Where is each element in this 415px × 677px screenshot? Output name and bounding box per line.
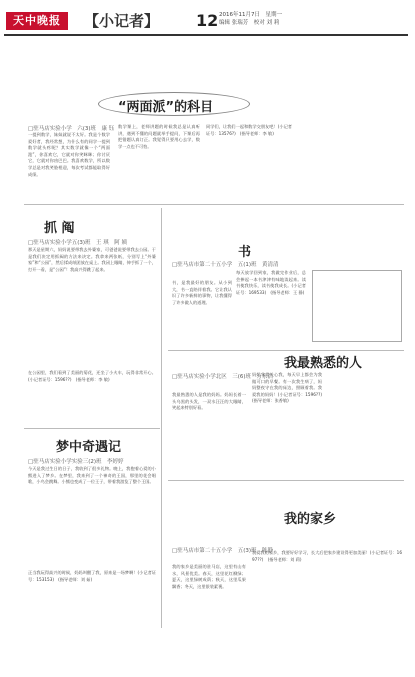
article-column: 同学们，让我们一起和数学交朋友吧！(小记者证号：13576?) (指导老师：李 敏) — [206, 124, 292, 136]
staff-line: 编辑 张瑞芳 校对 刘 莉 — [219, 20, 280, 26]
section-divider — [24, 428, 160, 429]
article-sidebar — [312, 270, 402, 342]
column-rule — [161, 208, 162, 628]
article-title: 梦中奇遇记 — [56, 440, 122, 455]
article-title: “两面派”的科目 — [118, 100, 214, 115]
article-byline: □驻马店实验小学 六(3)班 康 钰 — [28, 126, 115, 132]
article-column: 今天是我过生日的日子，我收到了很多礼物。晚上，我抱着心爱的小熊进入了梦乡。在梦里，我来到了一个神奇的王国，那里的花会唱歌，小鸟会跳舞。小熊也变成了一位王子，带着我游览了整个王国。 — [28, 466, 156, 485]
article-column: 每天放学回到家，我做完作业后，总会捧起一本书津津有味地读起来。读书使我快乐，读书使我成长。(小记者证号：169533) (指导老师：王 静) — [236, 270, 306, 295]
article-byline: □驻马店实验小学北区 三(6)班 万东浩 — [172, 374, 273, 380]
article-column: 我的家乡是美丽的驻马店，这里有山有水，风景优美。春天，这里花红柳绿；夏天，这里绿树成荫；秋天，这里瓜果飘香；冬天，这里银装素裹。 — [172, 564, 246, 589]
article-column: 那天是星期六，妈妈说要带我去外婆家，可爸爸说要带我去公园。于是我们决定用抓阄的方法来决定。我拿来两张纸，分别写上“外婆家”和“公园”，然后揉成纸团放在桌上。我闭上眼睛，伸手抓了一个，打开一看，是“公园”！我高兴得跳了起来。 — [28, 247, 156, 272]
article-title: 书 — [238, 245, 252, 260]
article-column: 在公园里，我们看到了美丽的菊花，还坐了小火车，玩得非常开心。(小记者证号：1596??) (指导老师：李 敏) — [28, 370, 156, 382]
article-title: 我最熟悉的人 — [284, 356, 363, 371]
article-byline: □驻马店市第二十五小学 五(3)班 陈静 — [172, 548, 273, 554]
page-number: 12 — [196, 11, 219, 30]
article-title: 抓 阄 — [44, 221, 75, 236]
date-line: 2016年11月7日 星期一 — [219, 12, 282, 18]
section-divider — [168, 350, 404, 351]
article-column: 书，是我最好的朋友。从小到大，书一直陪伴着我。它让我认识了许多新鲜的事物，让我懂得了许多做人的道理。 — [172, 280, 232, 305]
article-title: 我的家乡 — [284, 512, 337, 527]
newspaper-logo: 天中晚报 — [6, 12, 68, 30]
article-byline: □驻马店市第二十五小学 五(1)班 黄清清 — [172, 262, 279, 268]
section-title: 【小记者】 — [84, 12, 160, 30]
article-column: 我爱我的家乡，我要好好学习，长大后把家乡建设得更加美丽！(小记者证号：1697??) (指导老师：刘 莉) — [252, 550, 402, 562]
article-byline: □驻马店实验小学实验三(2)班 李婷婷 — [28, 459, 124, 465]
article-column: 妈妈非常关心我，每天早上都会为我做可口的早餐。有一次我生病了，妈妈整夜守在我的床边，照顾着我。我爱我的妈妈！(小记者证号：1596??) (指导老师：张香敏) — [252, 372, 327, 404]
section-divider — [168, 480, 404, 481]
masthead-rule — [4, 34, 408, 36]
article-column: 一提到数学，妹妹就说不太好。我是个数学爱好者，我经常想，为什么有的同学一提到数学就头疼呢？其实数学就像一个“两面派”，你喜欢它，它就对你笑眯眯；你讨厌它，它就对你凶巴巴。我喜欢数学，所以数学总是对我笑脸相迎，每次考试都能取得好成绩。 — [28, 132, 110, 177]
section-divider — [24, 204, 404, 205]
article-byline: □驻马店实验小学五(3)班 王 琪 阿 姨 — [28, 240, 127, 246]
article-column: 正当我玩得高兴的时候，妈妈叫醒了我，原来是一场梦啊！(小记者证号：153153) (指导老师：刘 茹) — [28, 570, 156, 582]
article-column: 数学课上，老师讲题的时候我总是认真听讲，遇到不懂的问题就举手提问，下课后再把错题认真订正。我觉得只要用心去学，数学一点也不可怕。 — [118, 124, 200, 149]
masthead-info — [219, 11, 282, 27]
article-column: 我最熟悉的人是我的妈妈。妈妈长着一头乌黑的头发，一双水汪汪的大眼睛，笑起来特别好看。 — [172, 392, 246, 411]
